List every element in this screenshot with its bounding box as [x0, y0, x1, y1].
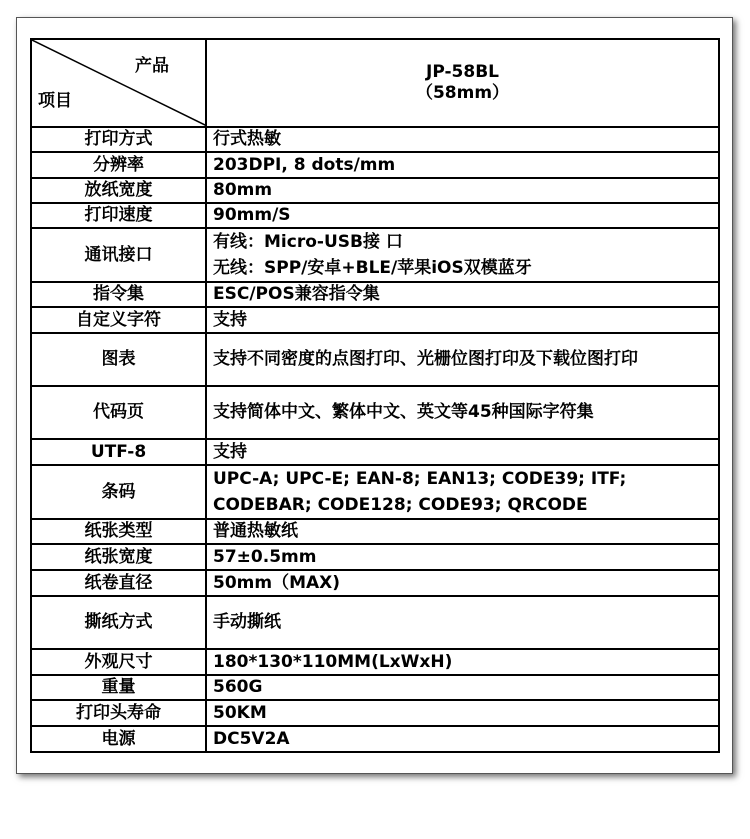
- table-row: [31, 127, 719, 152]
- row-value: 80mm: [206, 178, 719, 203]
- row-label: 纸卷直径: [31, 570, 206, 596]
- row-value-line: 有线：Micro-USB接 口: [213, 232, 403, 252]
- row-value-line: 无线：SPP/安卓+BLE/苹果iOS双模蓝牙: [213, 258, 532, 278]
- table-row: [31, 519, 719, 544]
- row-label: 通讯接口: [31, 228, 206, 282]
- table-row: [31, 307, 719, 333]
- table-row: [31, 544, 719, 570]
- row-label: 代码页: [31, 386, 206, 439]
- header-diagonal-cell: [31, 39, 206, 127]
- model-name: JP-58BL: [426, 62, 499, 82]
- table-row: [31, 203, 719, 228]
- row-label: 电源: [31, 726, 206, 752]
- row-label: 放纸宽度: [31, 178, 206, 203]
- row-value-line: CODEBAR; CODE128; CODE93; QRCODE: [213, 495, 588, 515]
- row-value: [206, 228, 719, 282]
- table-row: [31, 282, 719, 307]
- table-row: [31, 465, 719, 519]
- row-value: 57±0.5mm: [206, 544, 719, 570]
- product-header-label: 产品: [135, 56, 169, 76]
- table-header-row: [31, 39, 719, 127]
- row-value: 90mm/S: [206, 203, 719, 228]
- row-value: 50KM: [206, 700, 719, 726]
- table-row: [31, 178, 719, 203]
- row-label: 撕纸方式: [31, 596, 206, 649]
- row-label: 外观尺寸: [31, 649, 206, 675]
- table-row: [31, 570, 719, 596]
- row-label: 打印头寿命: [31, 700, 206, 726]
- row-value: 支持: [206, 307, 719, 333]
- row-label: 重量: [31, 675, 206, 700]
- model-width: （58mm）: [415, 83, 510, 103]
- row-value: 180*130*110MM(LxWxH): [206, 649, 719, 675]
- row-value-line: UPC-A; UPC-E; EAN-8; EAN13; CODE39; ITF;: [213, 469, 627, 489]
- row-label: 图表: [31, 333, 206, 386]
- table-row: [31, 333, 719, 386]
- item-header-label: 项目: [38, 91, 72, 111]
- diagonal-line: [32, 40, 206, 126]
- row-value: 50mm（MAX): [206, 570, 719, 596]
- row-label: 自定义字符: [31, 307, 206, 333]
- row-label: 分辨率: [31, 152, 206, 178]
- row-value: 支持简体中文、繁体中文、英文等45种国际字符集: [206, 386, 719, 439]
- row-value: [206, 465, 719, 519]
- row-value: 行式热敏: [206, 127, 719, 152]
- table-row: [31, 700, 719, 726]
- row-value: DC5V2A: [206, 726, 719, 752]
- row-label: 纸张宽度: [31, 544, 206, 570]
- table-row: [31, 386, 719, 439]
- spec-table: [30, 38, 720, 753]
- row-value: ESC/POS兼容指令集: [206, 282, 719, 307]
- row-label: UTF-8: [31, 439, 206, 465]
- row-value: 支持: [206, 439, 719, 465]
- table-row: [31, 649, 719, 675]
- model-header-cell: [206, 39, 719, 127]
- table-row: [31, 675, 719, 700]
- table-row: [31, 152, 719, 178]
- row-label: 打印速度: [31, 203, 206, 228]
- row-label: 条码: [31, 465, 206, 519]
- table-row: [31, 726, 719, 752]
- row-value: 普通热敏纸: [206, 519, 719, 544]
- table-row: [31, 228, 719, 282]
- row-value: 560G: [206, 675, 719, 700]
- row-label: 指令集: [31, 282, 206, 307]
- row-value: 手动撕纸: [206, 596, 719, 649]
- row-label: 打印方式: [31, 127, 206, 152]
- table-row: [31, 596, 719, 649]
- table-row: [31, 439, 719, 465]
- row-value: 支持不同密度的点图打印、光栅位图打印及下载位图打印: [206, 333, 719, 386]
- row-label: 纸张类型: [31, 519, 206, 544]
- row-value: 203DPI, 8 dots/mm: [206, 152, 719, 178]
